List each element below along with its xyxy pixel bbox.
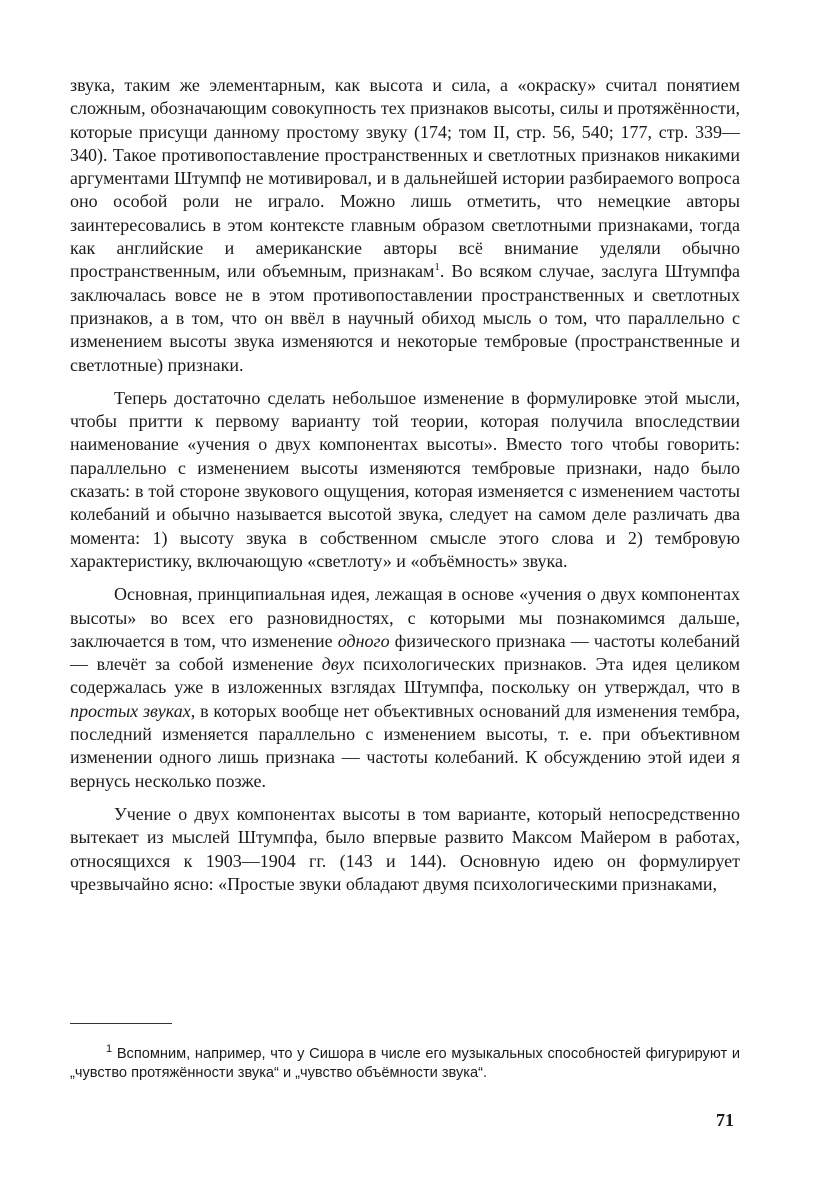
paragraph-1-text-after: . Во всяком случае, заслуга Штумпфа заключалась вовсе не в этом противопоставлении пространственных и светлотных признаков, а в том, что он ввёл в научный обиход мысль о том, что параллельно с изменением высоты звука изменяются и некоторые тембровые (пространственные и светлотные) признаки.: [70, 261, 740, 375]
footnote-text: Вспомним, например, что у Сишора в числе его музыкальных способностей фигурируют и „чувство протяжённости звука“ и „чувство объёмности звука“.: [70, 1046, 740, 1081]
footnote: [70, 1045, 740, 1083]
page-number: 71: [716, 1110, 734, 1130]
paragraph-2: Теперь достаточно сделать небольшое изменение в формулировке этой мысли, чтобы притти к первому варианту той теории, которая получила впоследствии наименование «учения о двух компонентах высоты». Вместо того чтобы говорить: параллельно с изменением высоты изменяются тембровые признаки, надо было сказать: в той стороне звукового ощущения, которая изменяется с изменением частоты колебаний и обычно называется высотой звука, следует на самом деле различать два момента: 1) высоту звука в собственном смысле этого слова и 2) тембровую характеристику, включающую «светлоту» и «объёмность» звука.: [70, 387, 740, 571]
paragraph-4: Учение о двух компонентах высоты в том варианте, который непосредственно вытекает из мыслей Штумпфа, было впервые развито Максом Майером в работах, относящихся к 1903—1904 гг. (143 и 144). Основную идею он формулирует чрезвычайно ясно: «Простые звуки обладают двумя психологическими признаками,: [70, 803, 740, 894]
paragraph-3: [70, 583, 740, 793]
footnote-divider: [70, 1023, 172, 1024]
paragraph-3-emphasis-1: одного: [337, 630, 390, 651]
paragraph-1: [70, 74, 740, 377]
paragraph-3-part-2: физического признака — частоты колебаний — влечёт за собой изменение: [70, 630, 740, 675]
paragraph-3-emphasis-2: двух: [321, 654, 355, 675]
paragraph-3-emphasis-3: простых звуках: [70, 700, 191, 721]
footnote-mark: 1: [106, 1043, 113, 1056]
footnote-reference[interactable]: 1: [434, 261, 440, 274]
paragraph-3-part-4: , в которых вообще нет объективных оснований для изменения тембра, последний изменяется параллельно с изменением высоты, т. е. при объективном изменении одного лишь признака — частоты колебаний. К обсуждению этой идеи я вернусь несколько позже.: [70, 700, 740, 791]
page-body: [70, 74, 740, 896]
paragraph-1-text: звука, таким же элементарным, как высота и сила, а «окраску» считал понятием сложным, обозначающим совокупность тех признаков высоты, силы и протяжённости, которые присущи данному простому звуку (174; том II, стр. 56, 540; 177, стр. 339—340). Такое противопоставление пространственных и светлотных признаков никакими аргументами Штумпф не мотивировал, и в дальнейшей истории разбираемого вопроса оно особой роли не играло. Можно лишь отметить, что немецкие авторы заинтересовались в этом контексте главным образом светлотными признаками, тогда как английские и американские авторы всё внимание уделяли обычно пространственным, или объемным, признакам: [70, 75, 740, 282]
paragraph-3-part-1: Основная, принципиальная идея, лежащая в основе «учения о двух компонентах высоты» во всех его разновидностях, с которыми мы познакомимся дальше, заключается в том, что изменение: [70, 584, 740, 651]
paragraph-3-part-3: психологических признаков. Эта идея целиком содержалась уже в изложенных взглядах Штумпфа, поскольку он утверждал, что в: [70, 654, 740, 698]
